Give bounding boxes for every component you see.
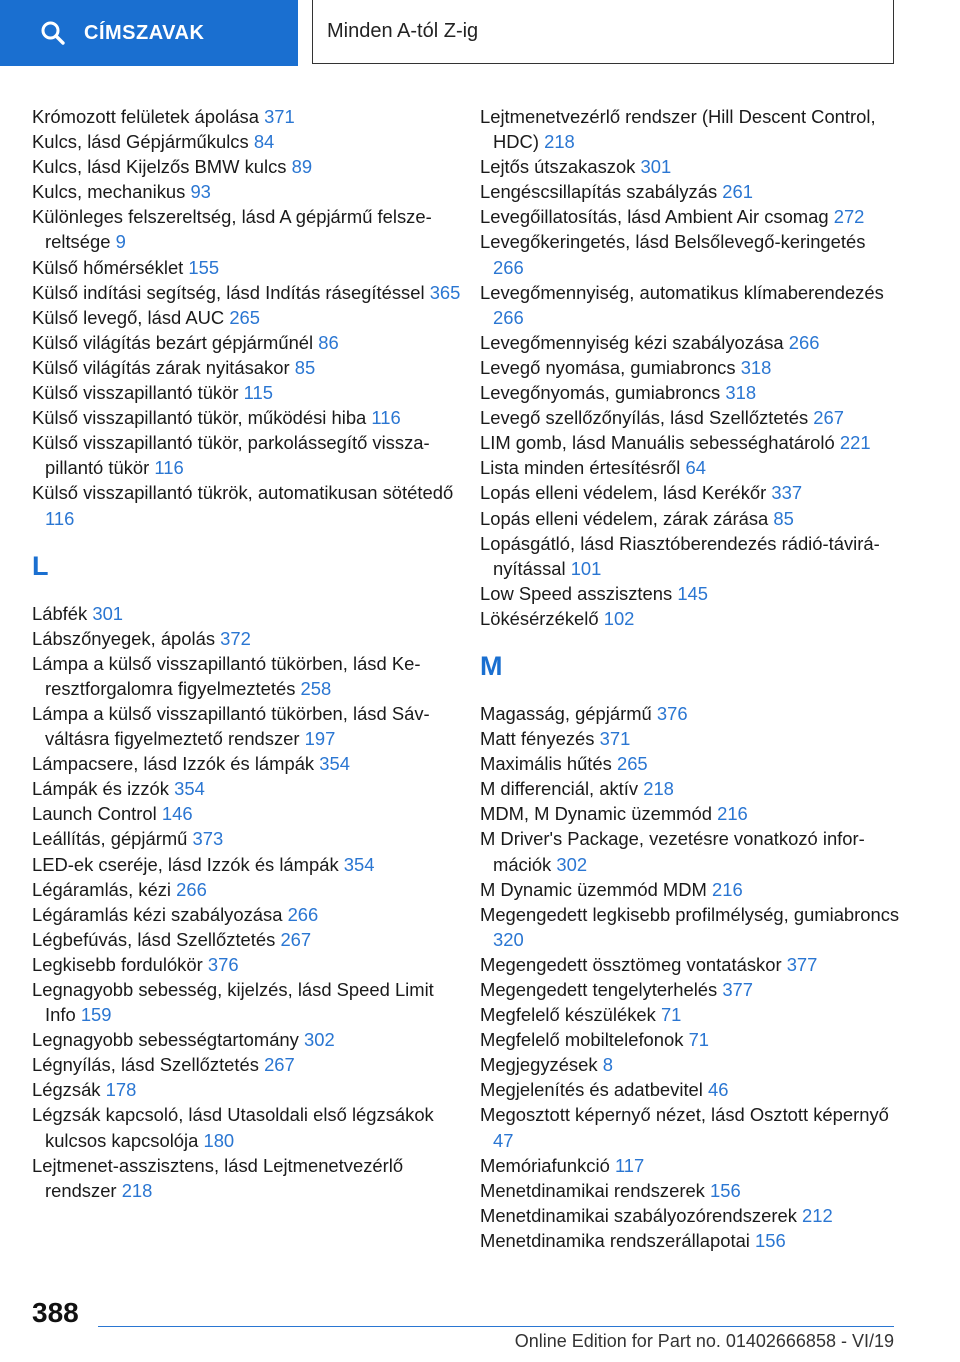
index-entry <box>32 1102 462 1152</box>
entry-term: Különleges felszereltség, lásd A gépjármű felszereltsége <box>32 206 432 253</box>
index-entry <box>32 601 462 626</box>
entry-term: Külső levegő, lásd AUC <box>32 306 225 328</box>
page-link[interactable]: 159 <box>80 1004 112 1026</box>
page-link[interactable]: 302 <box>303 1029 335 1051</box>
entry-term: Legkisebb fordulókör <box>32 953 203 975</box>
entry-term: Külső visszapillantó tükör, működési hiba <box>32 407 367 429</box>
index-entry <box>480 581 900 606</box>
index-entry <box>480 104 900 154</box>
page-link[interactable]: 216 <box>711 878 743 900</box>
entry-term: Külső visszapillantó tükrök, automatikusan sötétedő <box>32 482 454 504</box>
entry-term: Légáramlás, kézi <box>32 878 172 900</box>
index-entry <box>480 1027 900 1052</box>
entry-term: Megengedett legkisebb profilmélység, gumiabroncs <box>480 903 900 925</box>
page-link[interactable]: 116 <box>154 457 184 479</box>
entry-term: Low Speed asszisztens <box>480 582 673 604</box>
index-entry <box>32 751 462 776</box>
page-link[interactable]: 156 <box>755 1229 786 1251</box>
index-entry <box>32 952 462 977</box>
entry-term: Légzsák kapcsoló, lásd Utasoldali első légzsákok kulcsos kapcsolója <box>32 1104 434 1151</box>
page-link[interactable]: 9 <box>115 231 126 253</box>
entry-term: Menetdinamikai szabályozórendszerek <box>480 1204 797 1226</box>
index-entry <box>480 1052 900 1077</box>
page-link[interactable]: 218 <box>121 1179 153 1201</box>
header <box>0 0 960 66</box>
page-link[interactable]: 216 <box>717 803 748 825</box>
edition-note: Online Edition for Part no. 01402666858 - VI/19 <box>514 1331 894 1351</box>
index-entry <box>480 455 900 480</box>
index-entry <box>32 305 462 330</box>
entry-term: Levegő nyomása, gumiabroncs <box>480 356 736 378</box>
entry-term: Megengedett össztömeg vontatáskor <box>480 953 782 975</box>
page-link[interactable]: 320 <box>493 928 524 950</box>
index-entry <box>480 229 900 279</box>
entry-term: Kulcs, lásd Kijelzős BMW kulcs <box>32 156 287 178</box>
page-link[interactable]: 371 <box>264 106 295 127</box>
index-entry <box>480 877 900 902</box>
entry-term: Lopásgátló, lásd Riasztóberendezés rádió-távirányítással <box>480 532 880 579</box>
entry-term: Megosztott képernyő nézet, lásd Osztott képernyő <box>480 1104 889 1126</box>
entry-term: Leállítás, gépjármű <box>32 828 188 850</box>
entry-term: Legnagyobb sebességtartomány <box>32 1029 299 1051</box>
index-entry <box>32 651 462 701</box>
page-link[interactable]: 178 <box>105 1079 137 1101</box>
page-link[interactable]: 265 <box>616 753 648 775</box>
page-link[interactable]: 337 <box>771 482 803 504</box>
entry-term: Legnagyobb sebesség, kijelzés, lásd Speed Limit Info <box>32 979 434 1026</box>
page-number: 388 <box>32 1297 79 1328</box>
entry-term: Légáramlás kézi szabályozása <box>32 903 283 925</box>
page-link[interactable]: 266 <box>176 878 207 900</box>
page-link[interactable]: 354 <box>343 853 375 875</box>
page-link[interactable]: 318 <box>725 382 757 404</box>
entry-term: Menetdinamika rendszerállapotai <box>480 1229 750 1251</box>
page-link[interactable]: 376 <box>207 953 239 975</box>
index-entry <box>32 104 462 129</box>
entry-term: Kulcs, mechanikus <box>32 181 186 203</box>
page-link[interactable]: 377 <box>722 979 754 1000</box>
index-entry <box>480 1102 900 1152</box>
index-entry <box>32 480 462 530</box>
index-entry <box>32 1052 462 1077</box>
page-link[interactable]: 354 <box>174 778 205 800</box>
entry-term: Levegőmennyiség, automatikus klímaberendezés <box>480 281 884 303</box>
index-entry <box>32 204 462 254</box>
index-entry <box>32 129 462 154</box>
page-link[interactable]: 71 <box>688 1029 710 1051</box>
entry-term: Krómozott felületek ápolása <box>32 106 259 127</box>
entry-term: Magasság, gépjármű <box>480 702 652 724</box>
search-tab[interactable] <box>0 0 298 66</box>
entry-term: Megjegyzések <box>480 1054 598 1076</box>
entry-term: M Driver's Package, vezetésre vonatkozó információk <box>480 828 865 875</box>
index-entry <box>32 877 462 902</box>
entry-term: LIM gomb, lásd Manuális sebességhatároló <box>480 432 835 454</box>
search-icon <box>40 20 66 46</box>
entry-term: Lejtmenetvezérlő rendszer (Hill Descent Control, HDC) <box>480 106 876 153</box>
index-entry <box>480 952 900 977</box>
page-link[interactable]: 146 <box>161 803 193 825</box>
index-tab-label: Minden A-tól Z-ig <box>327 20 479 42</box>
page-link[interactable]: 93 <box>190 181 211 203</box>
page-link[interactable]: 266 <box>788 331 820 353</box>
index-entry <box>480 355 900 380</box>
entry-term: Megfelelő mobiltelefonok <box>480 1029 684 1051</box>
page-link[interactable]: 218 <box>643 778 674 800</box>
entry-term: Launch Control <box>32 803 157 825</box>
index-entry <box>480 606 900 631</box>
entry-term: Lejtős útszakaszok <box>480 156 636 178</box>
entry-term: Levegő szellőzőnyílás, lásd Szellőztetés <box>480 407 809 429</box>
index-entry <box>480 506 900 531</box>
index-entry <box>480 154 900 179</box>
entry-term: Külső világítás bezárt gépjárműnél <box>32 331 314 353</box>
page-link[interactable]: 116 <box>371 407 401 429</box>
entry-term: Levegőillatosítás, lásd Ambient Air csomag <box>480 206 829 228</box>
index-entry <box>480 531 900 581</box>
footer-divider <box>98 1326 894 1327</box>
page-link[interactable]: 117 <box>614 1154 645 1176</box>
page-link[interactable]: 301 <box>92 602 124 624</box>
page-link[interactable]: 145 <box>677 582 708 604</box>
page-link[interactable]: 272 <box>833 206 865 228</box>
page-link[interactable]: 47 <box>493 1129 514 1151</box>
index-entry <box>480 480 900 505</box>
entry-term: Lengéscsillapítás szabályzás <box>480 181 718 203</box>
index-entry <box>480 1203 900 1228</box>
entry-term: Külső visszapillantó tükör, parkolássegítő visszapillantó tükör <box>32 432 430 479</box>
entry-term: Lopás elleni védelem, lásd Kerékőr <box>480 482 767 504</box>
index-entry <box>32 977 462 1027</box>
entry-term: Légbefúvás, lásd Szellőztetés <box>32 928 276 950</box>
page-link[interactable]: 8 <box>602 1054 613 1076</box>
page-link[interactable]: 64 <box>685 457 706 479</box>
index-entry <box>32 280 462 305</box>
entry-term: M differenciál, aktív <box>480 778 639 800</box>
entry-term: Levegőmennyiség kézi szabályozása <box>480 331 784 353</box>
page-link[interactable]: 267 <box>813 407 844 429</box>
index-entry <box>480 751 900 776</box>
entry-term: M Dynamic üzemmód MDM <box>480 878 707 900</box>
entry-term: Lámpa a külső visszapillantó tükörben, lásd Keresztforgalomra figyelmeztetés <box>32 652 421 699</box>
index-entry <box>32 430 462 480</box>
page-link[interactable]: 267 <box>264 1054 295 1076</box>
entry-term: Lámpák és izzók <box>32 778 169 800</box>
index-column-left <box>32 104 462 1203</box>
page-link[interactable]: 115 <box>243 382 273 404</box>
entry-term: Lejtmenet-asszisztens, lásd Lejtmenetvezérlő rendszer <box>32 1154 404 1201</box>
index-entry <box>32 179 462 204</box>
index-entry <box>480 380 900 405</box>
index-entry <box>32 355 462 380</box>
index-entry <box>480 405 900 430</box>
page-link[interactable]: 102 <box>603 607 635 629</box>
index-entry <box>32 927 462 952</box>
entry-term: Megjelenítés és adatbevitel <box>480 1079 703 1101</box>
page-link[interactable]: 218 <box>544 131 575 153</box>
page-link[interactable]: 266 <box>493 256 524 278</box>
page-link[interactable]: 265 <box>229 306 260 328</box>
page-link[interactable]: 376 <box>656 702 688 724</box>
entry-term: Memóriafunkció <box>480 1154 610 1176</box>
entry-term: Lábfék <box>32 602 88 624</box>
entry-term: Maximális hűtés <box>480 753 612 775</box>
entry-term: LED-ek cseréje, lásd Izzók és lámpák <box>32 853 339 875</box>
index-entry <box>480 726 900 751</box>
page-link[interactable]: 373 <box>192 828 224 850</box>
entry-term: Külső indítási segítség, lásd Indítás rásegítéssel <box>32 281 425 303</box>
index-tab[interactable] <box>312 0 894 64</box>
index-entry <box>32 380 462 405</box>
page-link[interactable]: 258 <box>300 677 332 699</box>
page-link[interactable]: 301 <box>640 156 672 178</box>
index-entry <box>32 626 462 651</box>
entry-term: Kulcs, lásd Gépjárműkulcs <box>32 131 249 153</box>
page-link[interactable]: 377 <box>786 953 818 975</box>
page-link[interactable]: 221 <box>839 432 871 454</box>
index-entry <box>480 204 900 229</box>
index-entry <box>32 701 462 751</box>
index-entry <box>32 330 462 355</box>
section-letter: L <box>32 550 49 581</box>
page-link[interactable]: 212 <box>802 1204 833 1226</box>
index-entry <box>480 826 900 876</box>
page-link[interactable]: 84 <box>253 131 275 153</box>
index-entry <box>32 154 462 179</box>
entry-term: Légzsák <box>32 1079 101 1101</box>
page-link[interactable]: 302 <box>556 853 588 875</box>
page-link[interactable]: 101 <box>570 557 602 579</box>
entry-term: MDM, M Dynamic üzemmód <box>480 803 712 825</box>
index-entry <box>32 801 462 826</box>
entry-term: Légnyílás, lásd Szellőztetés <box>32 1054 259 1076</box>
index-entry <box>480 701 900 726</box>
index-entry <box>32 255 462 280</box>
entry-term: Megengedett tengelyterhelés <box>480 979 718 1000</box>
entry-term: Matt fényezés <box>480 728 595 750</box>
index-entry <box>32 1077 462 1102</box>
entry-term: Lökésérzékelő <box>480 607 599 629</box>
page-link[interactable]: 116 <box>45 507 75 529</box>
index-entry <box>480 1077 900 1102</box>
index-entry <box>480 179 900 204</box>
index-entry <box>32 852 462 877</box>
entry-term: Menetdinamikai rendszerek <box>480 1179 705 1201</box>
entry-term: Külső hőmérséklet <box>32 256 184 278</box>
page-link[interactable]: 267 <box>280 928 312 950</box>
page-link[interactable]: 89 <box>291 156 313 178</box>
entry-term: Levegőnyomás, gumiabroncs <box>480 382 721 404</box>
page-link[interactable]: 155 <box>188 256 220 278</box>
index-entry <box>32 1153 462 1203</box>
index-entry <box>480 1228 900 1253</box>
entry-term: Külső visszapillantó tükör <box>32 382 239 404</box>
page-link[interactable]: 197 <box>304 728 336 750</box>
index-entry <box>480 902 900 952</box>
page-link[interactable]: 86 <box>318 331 339 353</box>
page-link[interactable]: 371 <box>599 728 631 750</box>
index-entry <box>480 1153 900 1178</box>
page-link[interactable]: 318 <box>740 356 772 378</box>
entry-term: Levegőkeringetés, lásd Belsőlevegő-keringetés <box>480 231 866 253</box>
entry-term: Lopás elleni védelem, zárak zárása <box>480 507 769 529</box>
index-entry <box>480 977 900 1002</box>
index-entry <box>32 826 462 851</box>
page-link[interactable]: 156 <box>710 1179 741 1201</box>
entry-term: Lámpa a külső visszapillantó tükörben, lásd Sávváltásra figyelmeztető rendszer <box>32 702 430 750</box>
page-link[interactable]: 85 <box>773 507 794 529</box>
index-entry <box>480 430 900 455</box>
index-entry <box>32 776 462 801</box>
page-link[interactable]: 261 <box>722 181 753 203</box>
entry-term: Lámpacsere, lásd Izzók és lámpák <box>32 753 315 775</box>
page-link[interactable]: 354 <box>319 753 350 775</box>
page-link[interactable]: 180 <box>203 1129 235 1151</box>
entry-term: Külső világítás zárak nyitásakor <box>32 356 290 378</box>
page-link[interactable]: 372 <box>220 627 251 649</box>
index-entry <box>32 1027 462 1052</box>
page-link[interactable]: 266 <box>493 306 524 328</box>
index-entry <box>480 776 900 801</box>
index-entry <box>32 405 462 430</box>
entry-term: Lista minden értesítésről <box>480 457 681 479</box>
index-entry <box>480 280 900 330</box>
index-entry <box>480 1002 900 1027</box>
page-link[interactable]: 85 <box>294 356 316 378</box>
page-link[interactable]: 71 <box>660 1004 682 1026</box>
page-link[interactable]: 46 <box>708 1079 729 1101</box>
index-column-right <box>480 104 900 1253</box>
page-link[interactable]: 365 <box>429 281 461 303</box>
index-entry <box>480 1178 900 1203</box>
index-entry <box>32 902 462 927</box>
index-entry <box>480 801 900 826</box>
entry-term: Lábszőnyegek, ápolás <box>32 627 216 649</box>
page-link[interactable]: 266 <box>287 903 319 925</box>
search-tab-label: CÍMSZAVAK <box>84 21 205 44</box>
entry-term: Megfelelő készülékek <box>480 1004 656 1026</box>
index-entry <box>480 330 900 355</box>
section-letter: M <box>480 650 503 681</box>
